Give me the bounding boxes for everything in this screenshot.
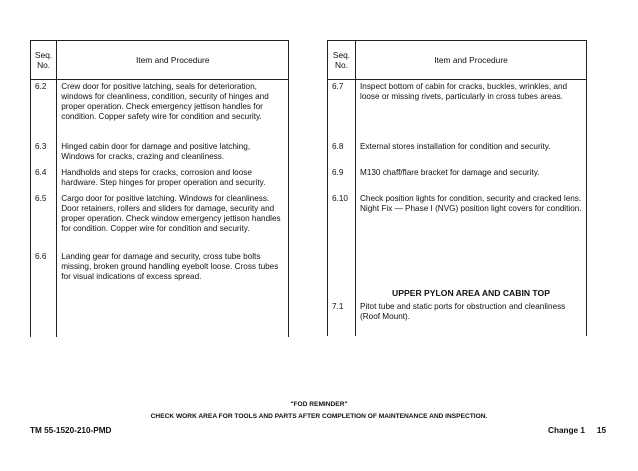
right-procedure-table	[327, 40, 587, 336]
table-row	[328, 192, 587, 280]
section-heading: UPPER PYLON AREA AND CABIN TOP	[356, 280, 587, 300]
procedure-text: External stores installation for condition and security.	[356, 140, 587, 166]
left-procedure-table	[30, 40, 289, 337]
seq-number: 6.2	[31, 80, 57, 140]
fod-reminder	[0, 399, 638, 423]
table-row	[328, 140, 587, 166]
seq-number: 6.5	[31, 192, 57, 250]
table-row	[31, 192, 289, 250]
document-id: TM 55-1520-210-PMD	[30, 426, 112, 435]
seq-no-header: Seq. No.	[31, 41, 57, 80]
left-table-header	[31, 41, 289, 80]
seq-number: 7.1	[328, 300, 356, 336]
procedure-text: Inspect bottom of cabin for cracks, buckles, wrinkles, and loose or missing rivets, particularly in cross tubes areas.	[356, 80, 587, 140]
procedure-text: Crew door for positive latching, seals for deterioration, windows for cleanliness, condition, security of hinges and proper operation. Check emergency jettison handles for condition. Copper safety wire for condition and security.	[57, 80, 289, 140]
seq-number: 6.10	[328, 192, 356, 280]
seq-number: 6.9	[328, 166, 356, 192]
section-heading-row	[328, 280, 587, 300]
procedure-text: Hinged cabin door for damage and positive latching, Windows for cracks, crazing and cleanliness.	[57, 140, 289, 166]
seq-number: 6.3	[31, 140, 57, 166]
fod-reminder-title: "FOD REMINDER"	[290, 401, 348, 408]
procedure-text: Landing gear for damage and security, cross tube bolts missing, broken ground handling eyebolt loose. Cross tubes for visual indications of excess spread.	[57, 250, 289, 337]
procedure-text: Handholds and steps for cracks, corrosion and loose hardware. Step hinges for proper operation and security.	[57, 166, 289, 192]
seq-number: 6.7	[328, 80, 356, 140]
procedure-text: Cargo door for positive latching. Windows for cleanliness. Door retainers, rollers and sliders for damage, security and proper operation. Check window emergency jettison handles for condition. Copper wire for condition and security.	[57, 192, 289, 250]
table-row	[31, 166, 289, 192]
table-row	[31, 140, 289, 166]
table-row	[328, 166, 587, 192]
page-info	[548, 426, 606, 435]
procedure-text: Check position lights for condition, security and cracked lens. Night Fix — Phase I (NVG) position light covers for condition.	[356, 192, 587, 280]
change-label: Change 1	[548, 426, 585, 435]
fod-reminder-text: CHECK WORK AREA FOR TOOLS AND PARTS AFTER COMPLETION OF MAINTENANCE AND INSPECTION.	[150, 413, 488, 420]
table-row	[328, 80, 587, 140]
table-row	[31, 250, 289, 337]
seq-number: 6.4	[31, 166, 57, 192]
seq-number: 6.6	[31, 250, 57, 337]
procedure-text: M130 chaff/flare bracket for damage and security.	[356, 166, 587, 192]
table-row	[31, 80, 289, 140]
procedure-text: Pitot tube and static ports for obstruction and cleanliness (Roof Mount).	[356, 300, 587, 336]
right-table-header	[328, 41, 587, 80]
seq-number: 6.8	[328, 140, 356, 166]
page-number: 15	[596, 426, 606, 435]
table-row	[328, 300, 587, 336]
seq-no-header: Seq. No.	[328, 41, 356, 80]
section-heading-spacer	[328, 280, 356, 300]
item-procedure-header: Item and Procedure	[356, 41, 587, 80]
item-procedure-header: Item and Procedure	[57, 41, 289, 80]
